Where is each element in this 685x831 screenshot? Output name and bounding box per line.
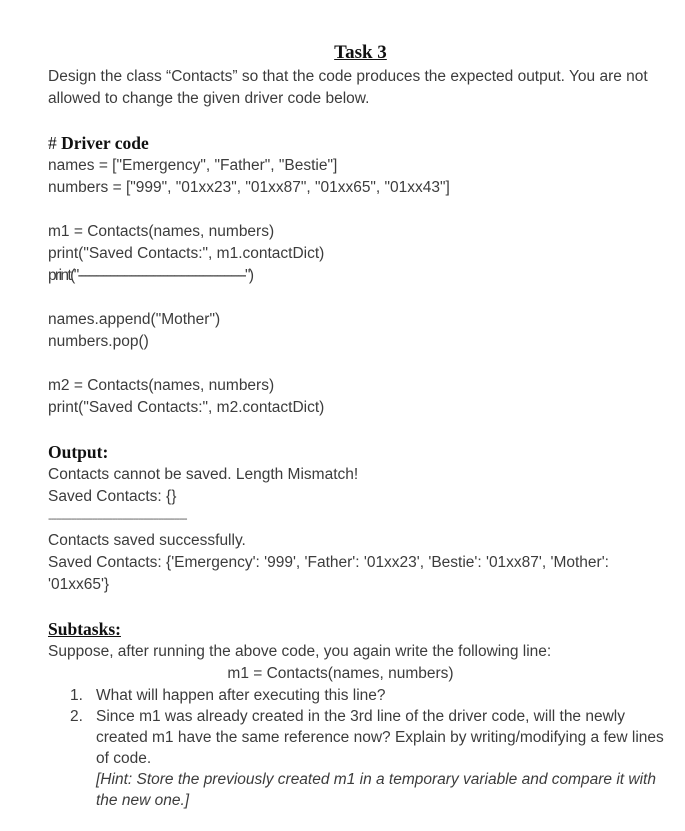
code-line: numbers.pop() <box>48 333 149 350</box>
subtask-item <box>70 685 673 706</box>
spacer <box>48 353 673 375</box>
subtask-number: 2. <box>70 708 83 725</box>
subtasks-list <box>48 685 673 811</box>
code-line: names.append("Mother") <box>48 311 221 328</box>
subtask-text: What will happen after executing this line? <box>96 687 386 704</box>
code-line: m1 = Contacts(names, numbers) <box>48 223 275 240</box>
output-line: Contacts saved successfully. <box>48 532 246 549</box>
spacer <box>48 596 673 618</box>
code-line: names = ["Emergency", "Father", "Bestie"] <box>48 157 338 174</box>
subtasks-code-line: m1 = Contacts(names, numbers) <box>227 665 454 682</box>
code-line: m2 = Contacts(names, numbers) <box>48 377 275 394</box>
spacer <box>48 199 673 221</box>
code-line-print-separator: print("-----------------------------------------------") <box>48 267 253 284</box>
code-line: print("Saved Contacts:", m1.contactDict) <box>48 245 325 262</box>
subtask-text: Since m1 was already created in the 3rd line of the driver code, will the newly created m1 have the same reference now? Explain by writing/modifying a few lines of code. <box>96 708 664 767</box>
document <box>48 40 673 811</box>
task-intro: Design the class “Contacts” so that the code produces the expected output. You are not allowed to change the given driver code below. <box>48 68 648 107</box>
code-line: numbers = ["999", "01xx23", "01xx87", "01xx65", "01xx43"] <box>48 179 450 196</box>
subtasks-intro: Suppose, after running the above code, you again write the following line: <box>48 643 552 660</box>
driver-code-hash: # <box>48 133 57 153</box>
output-separator: ------------------------------------------------------ <box>48 513 187 525</box>
subtasks-heading: Subtasks: <box>48 619 121 639</box>
output-heading: Output: <box>48 442 109 462</box>
spacer <box>48 419 673 441</box>
output-line: Contacts cannot be saved. Length Mismatch! <box>48 466 359 483</box>
driver-code-heading <box>48 132 673 155</box>
spacer <box>48 110 673 132</box>
code-line: print("Saved Contacts:", m2.contactDict) <box>48 399 325 416</box>
subtask-number: 1. <box>70 687 83 704</box>
task-title: Task 3 <box>334 42 387 63</box>
driver-code-label: Driver code <box>61 133 149 153</box>
output-line: Saved Contacts: {} <box>48 488 177 505</box>
subtask-item <box>70 706 673 811</box>
output-line: Saved Contacts: {'Emergency': '999', 'Father': '01xx23', 'Bestie': '01xx87', 'Mother': <box>48 554 609 571</box>
spacer <box>48 287 673 309</box>
output-line: '01xx65'} <box>48 576 110 593</box>
subtask-hint: [Hint: Store the previously created m1 in a temporary variable and compare it with the new one.] <box>96 771 656 809</box>
